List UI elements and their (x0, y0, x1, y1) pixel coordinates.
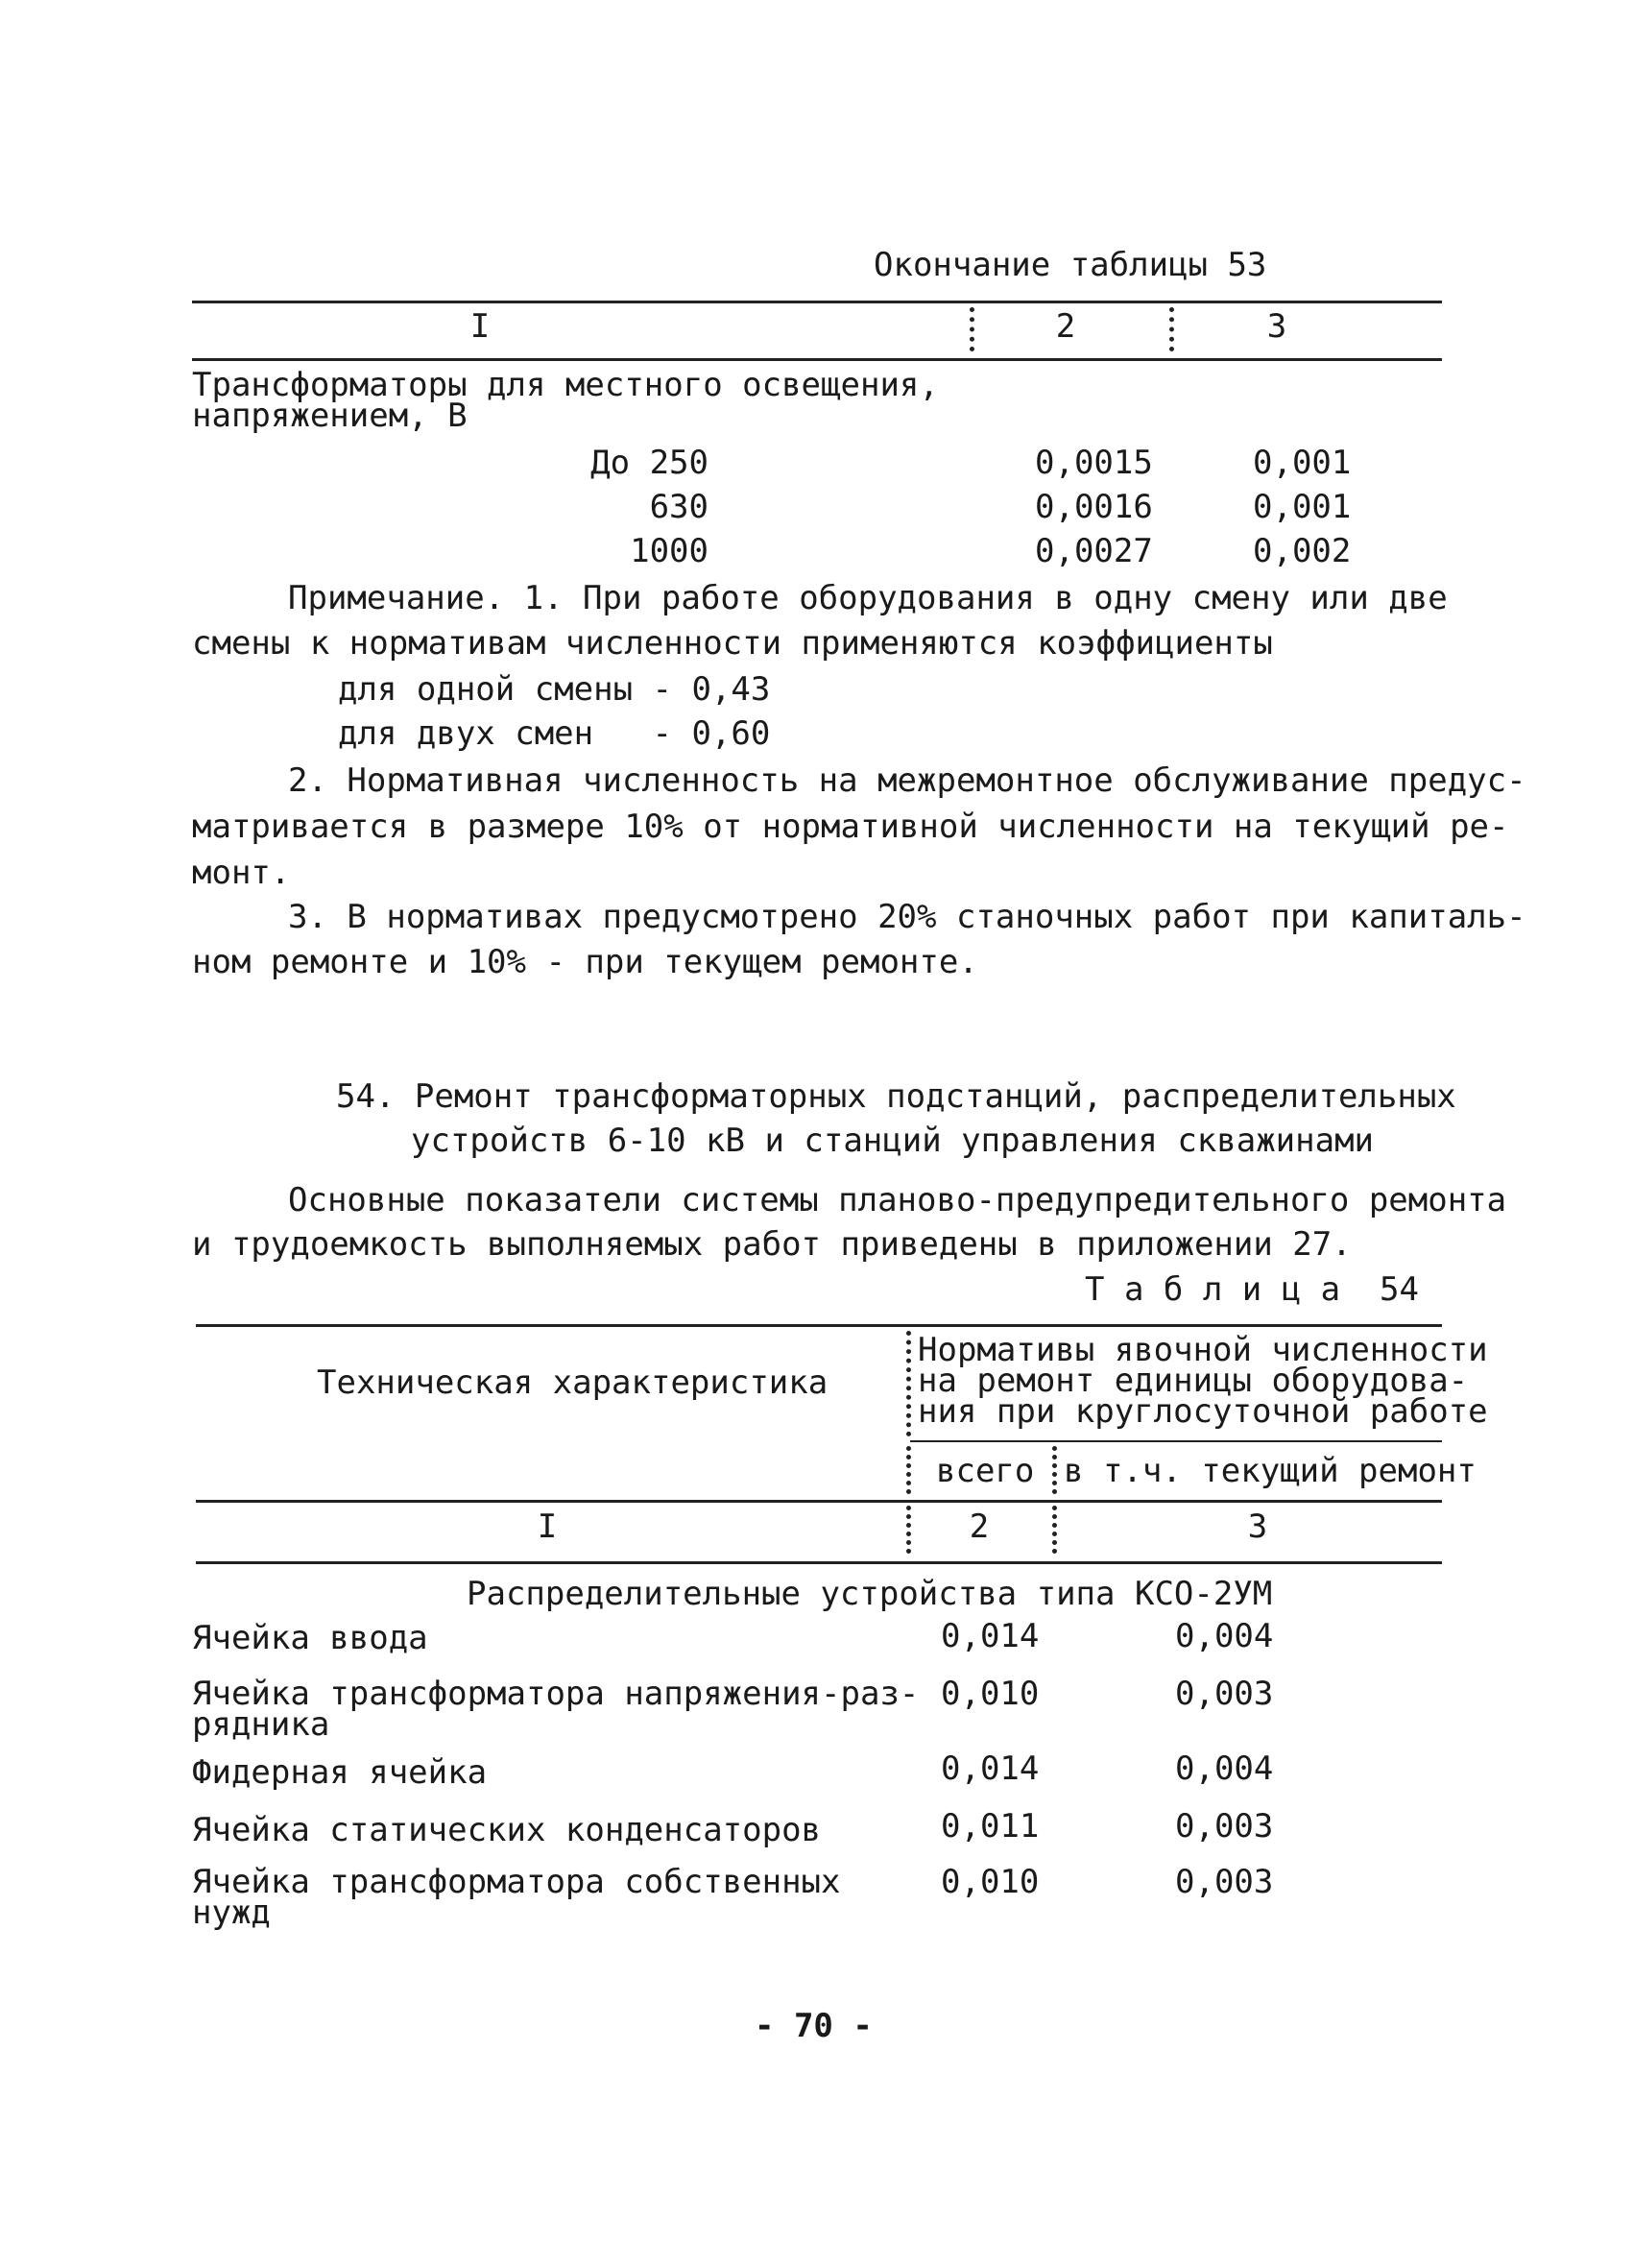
table54-subheader-divider-2 (1052, 1446, 1057, 1494)
table53-header-rule (192, 358, 1442, 361)
table54-number-divider-1 (906, 1506, 911, 1554)
table54-numbers-rule (196, 1561, 1442, 1564)
table54-row3-current: 0,004 (1175, 1749, 1274, 1788)
table54-row3-total: 0,014 (941, 1749, 1040, 1788)
table54-subheader-rule (910, 1440, 1442, 1442)
table53-row3-col3: 0,002 (1253, 532, 1352, 570)
table53-group-label-line1: Трансформаторы для местного освещения, (192, 366, 939, 404)
section54-intro-line2: и трудоемкость выполняемых работ приведены в приложении 27. (192, 1225, 1352, 1264)
table54-header-rule (196, 1500, 1442, 1503)
table53-row1-label: До 250 (590, 444, 708, 482)
table54-col1-header: Техническая характеристика (317, 1363, 829, 1402)
note3-line2: ном ремонте и 10% - при текущем ремонте. (192, 943, 978, 981)
table54-number-col3: 3 (1247, 1508, 1268, 1546)
table54-group-title: Распределительные устройства типа КСО-2УМ (467, 1575, 1273, 1613)
table53-row1-col2: 0,0015 (1035, 444, 1153, 482)
note3-line1: 3. В нормативах предусмотрено 20% станочных работ при капиталь- (288, 898, 1526, 936)
table53-row2-label: 630 (649, 488, 708, 526)
table54-number-col2: 2 (969, 1508, 990, 1546)
note2-line1: 2. Нормативная численность на межремонтное обслуживание предус- (288, 761, 1526, 800)
table53-row2-col2: 0,0016 (1035, 488, 1153, 526)
table54-header-divider-main (906, 1331, 911, 1436)
table54-group-header-line3: ния при круглосуточной работе (918, 1392, 1488, 1431)
table53-top-rule (192, 301, 1442, 303)
table54-group-header-line1: Нормативы явочной численности (918, 1331, 1488, 1369)
table53-group-label-line2: напряжением, В (192, 397, 468, 435)
note1-line2: смены к нормативам численности применяются коэффициенты (192, 624, 1273, 663)
table54-row1-total: 0,014 (941, 1617, 1040, 1655)
table53-header-divider-1 (970, 307, 974, 351)
table54-sub-current: в т.ч. текущий ремонт (1064, 1452, 1477, 1490)
table54-row2-label-line1: Ячейка трансформатора напряжения-раз- (192, 1675, 920, 1713)
section54-title-line1: 54. Ремонт трансформаторных подстанций, распределительных (336, 1077, 1456, 1116)
table54-row5-label-line1: Ячейка трансформатора собственных (192, 1863, 841, 1901)
note1-item1: для одной смены - 0,43 (338, 670, 771, 709)
table54-subheader-divider-1 (906, 1446, 911, 1494)
table54-sub-total: всего (936, 1452, 1035, 1490)
note2-line3: монт. (192, 854, 291, 892)
table54-group-header-line2: на ремонт единицы оборудова- (918, 1362, 1469, 1400)
table54-row4-total: 0,011 (941, 1807, 1040, 1846)
table54-top-rule (196, 1324, 1442, 1327)
table54-row5-label-line2: нужд (192, 1894, 271, 1932)
table54-row5-total: 0,010 (941, 1863, 1040, 1901)
table53-header-col1: I (469, 307, 491, 346)
table54-number-col1: I (537, 1508, 558, 1546)
note1-line1: Примечание. 1. При работе оборудования в одну смену или две (288, 579, 1448, 617)
table54-row3-label: Фидерная ячейка (192, 1753, 488, 1792)
table53-row1-col3: 0,001 (1253, 444, 1352, 482)
section54-title-line2: устройств 6-10 кВ и станций управления скважинами (411, 1122, 1375, 1160)
table54-row5-current: 0,003 (1175, 1863, 1274, 1901)
page-number: - 70 - (755, 2007, 873, 2045)
table53-row3-label: 1000 (630, 532, 708, 570)
table53-header-col2: 2 (1055, 307, 1076, 346)
table54-row4-label: Ячейка статических конденсаторов (192, 1811, 822, 1849)
table54-row2-total: 0,010 (941, 1675, 1040, 1713)
table53-row3-col2: 0,0027 (1035, 532, 1153, 570)
table54-row2-current: 0,003 (1175, 1675, 1274, 1713)
table54-number-divider-2 (1052, 1506, 1057, 1554)
table54-row1-label: Ячейка ввода (192, 1619, 428, 1657)
table54-row2-label-line2: рядника (192, 1705, 330, 1744)
table53-row2-col3: 0,001 (1253, 488, 1352, 526)
table53-caption: Окончание таблицы 53 (874, 246, 1267, 284)
table54-caption: Т а б л и ц а 54 (1085, 1270, 1419, 1309)
note2-line2: матривается в размере 10% от нормативной численности на текущий ре- (192, 808, 1509, 846)
note1-item2: для двух смен - 0,60 (338, 714, 771, 753)
table53-header-col3: 3 (1266, 307, 1287, 346)
table54-row1-current: 0,004 (1175, 1617, 1274, 1655)
table54-row4-current: 0,003 (1175, 1807, 1274, 1846)
section54-intro-line1: Основные показатели системы планово-предупредительного ремонта (288, 1181, 1507, 1219)
table53-header-divider-2 (1169, 307, 1174, 351)
